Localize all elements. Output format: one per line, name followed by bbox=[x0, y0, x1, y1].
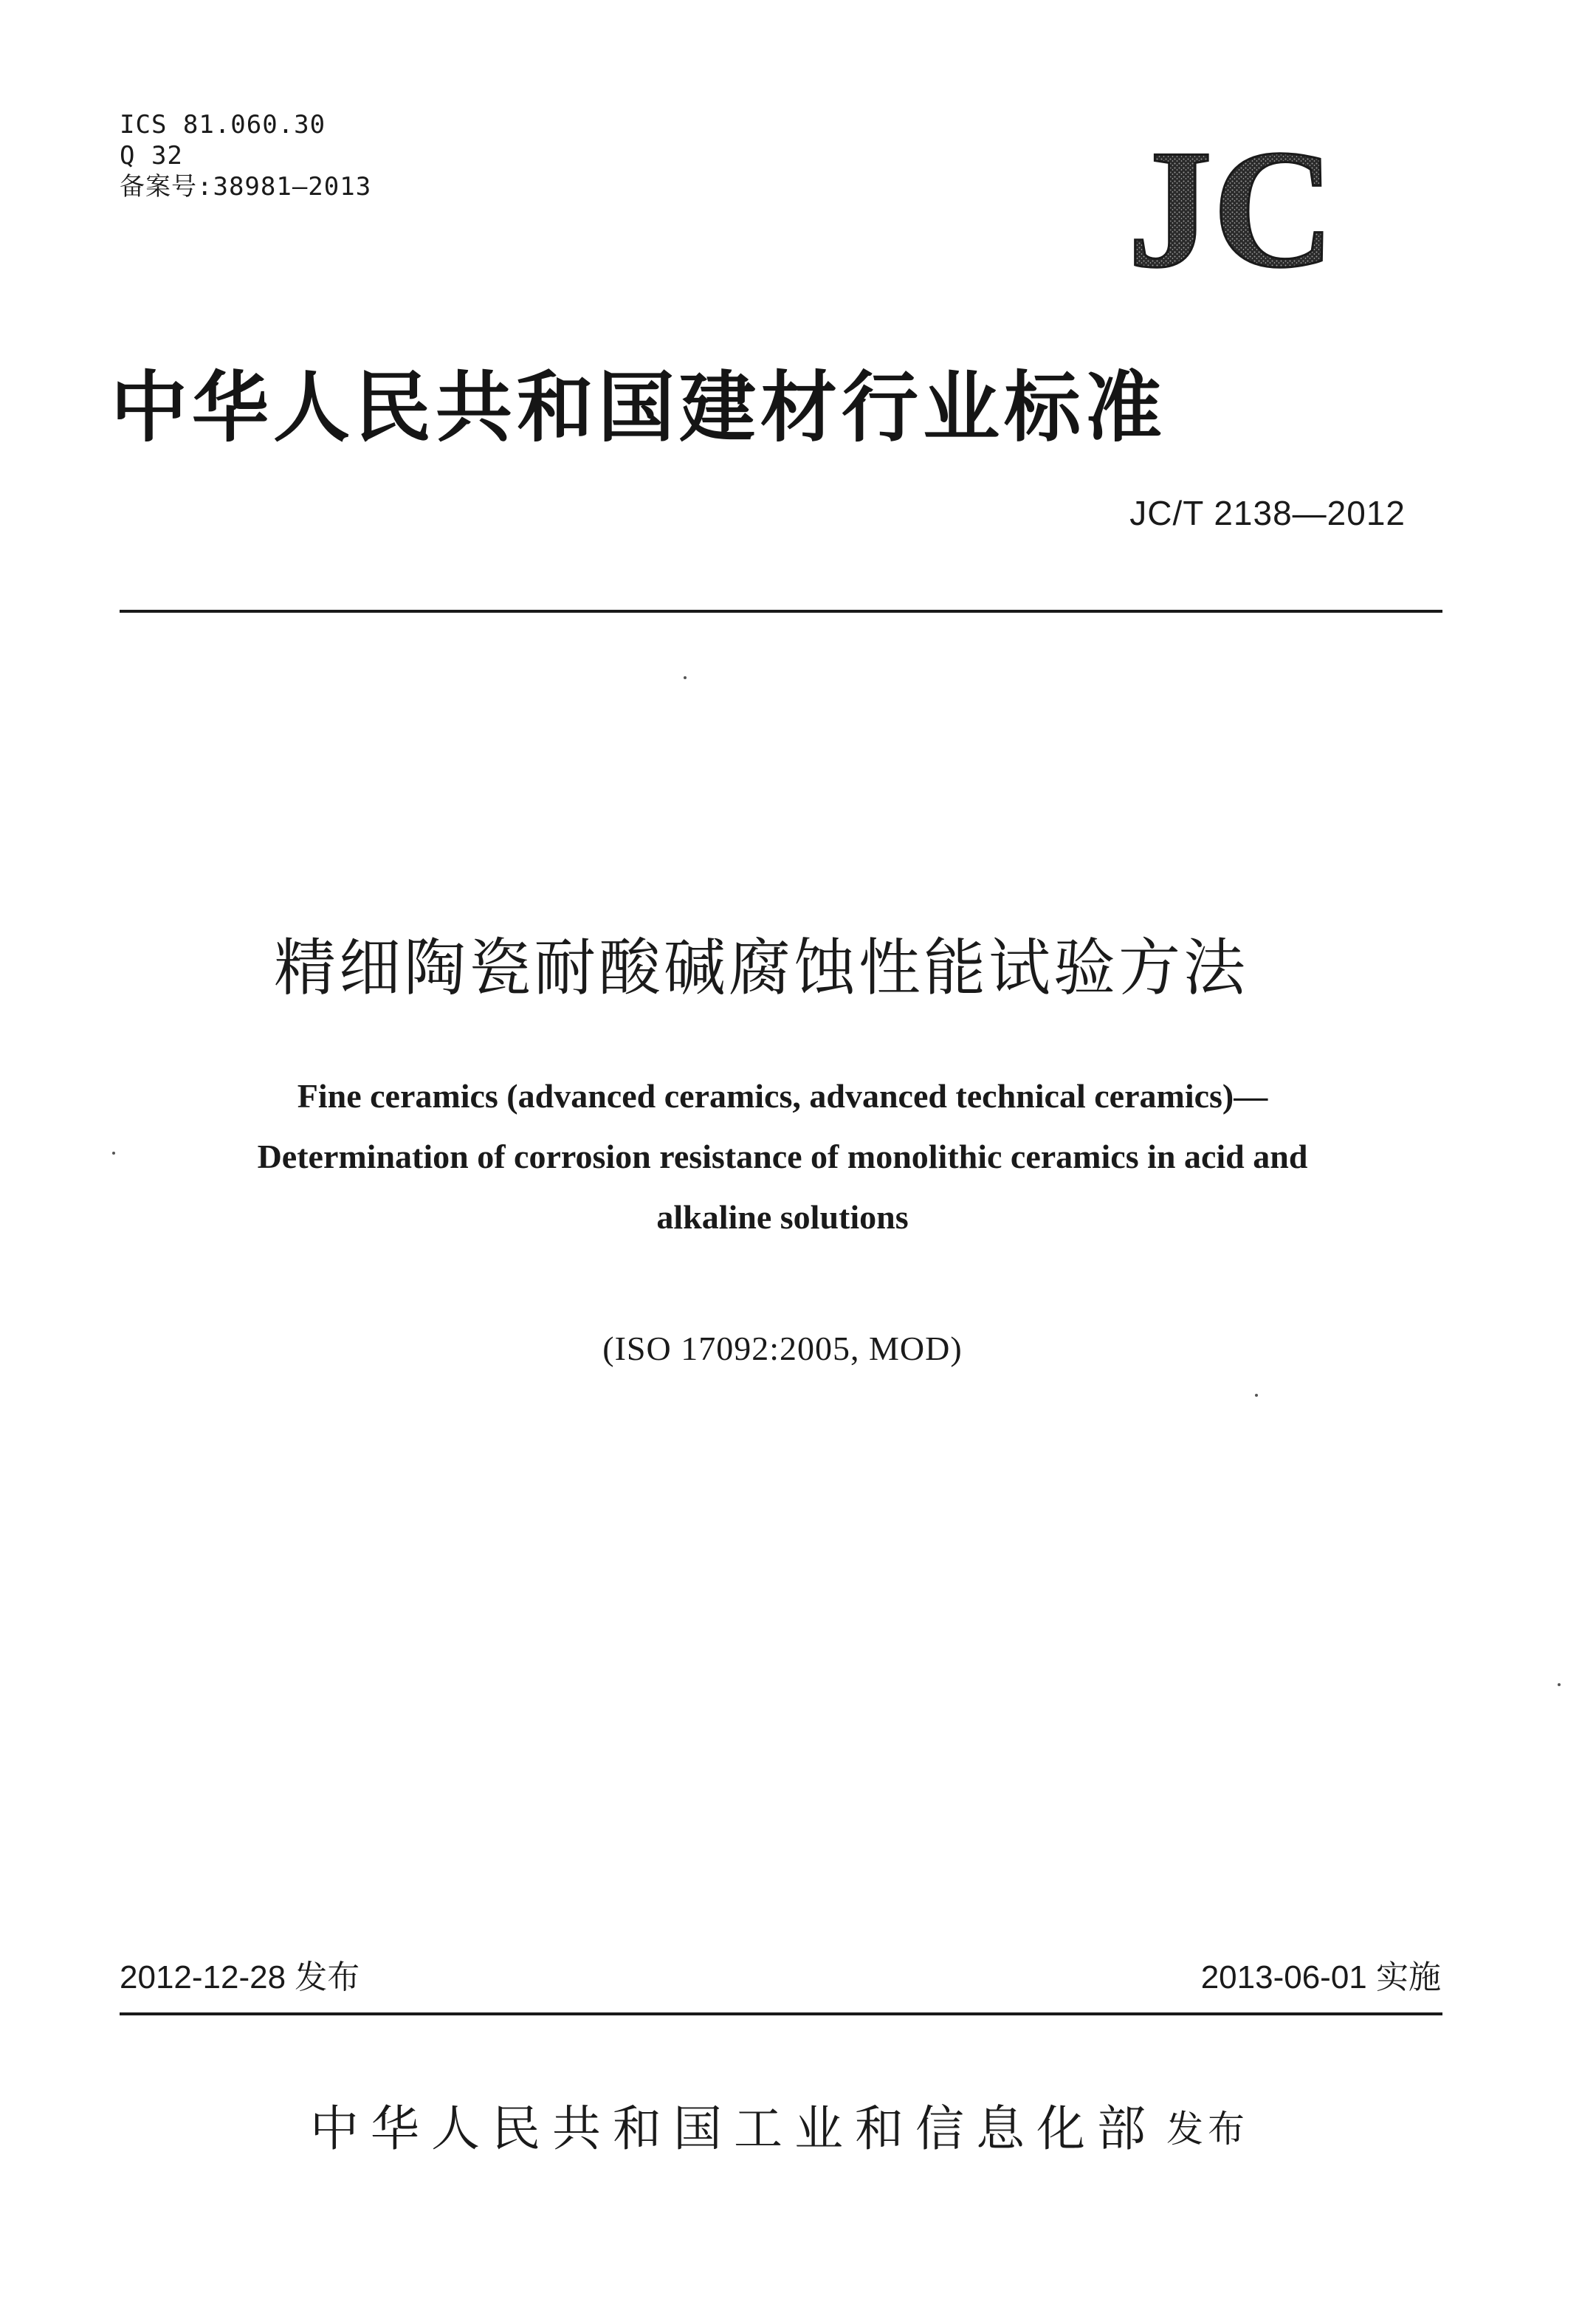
jc-logo bbox=[1098, 118, 1364, 295]
english-title-line: Determination of corrosion resistance of monolithic ceramics in acid and bbox=[257, 1138, 1308, 1175]
ccs-code: Q 32 bbox=[120, 141, 183, 171]
issuing-authority: 中华人民共和国工业和信息化部 bbox=[310, 2100, 1158, 2157]
issuer-suffix: 发布 bbox=[1166, 2108, 1249, 2150]
standard-number: JC/T 2138—2012 bbox=[1129, 494, 1406, 532]
scan-speck bbox=[1255, 1394, 1258, 1397]
chinese-title: 精细陶瓷耐酸碱腐蚀性能试验方法 bbox=[273, 932, 1248, 1004]
iso-reference: (ISO 17092:2005, MOD) bbox=[602, 1330, 963, 1367]
top-divider bbox=[120, 610, 1442, 613]
implementation-date: 2013-06-01 实施 bbox=[1200, 1959, 1441, 1995]
issue-date: 2012-12-28 发布 bbox=[120, 1959, 360, 1995]
english-title bbox=[118, 1066, 1447, 1248]
bottom-divider bbox=[120, 2012, 1442, 2015]
filing-number: 备案号:38981—2013 bbox=[120, 172, 372, 202]
standard-type-heading: 中华人民共和国建材行业标准 bbox=[111, 362, 1167, 453]
scan-speck bbox=[1558, 1683, 1561, 1686]
scan-speck bbox=[112, 1152, 115, 1155]
scan-speck bbox=[684, 676, 687, 679]
ics-code: ICS 81.060.30 bbox=[120, 110, 326, 140]
classification-block bbox=[120, 109, 371, 202]
jc-logo-text: JC bbox=[1127, 118, 1335, 295]
english-title-line: alkaline solutions bbox=[656, 1198, 909, 1236]
english-title-line: Fine ceramics (advanced ceramics, advanced technical ceramics)— bbox=[297, 1077, 1268, 1115]
